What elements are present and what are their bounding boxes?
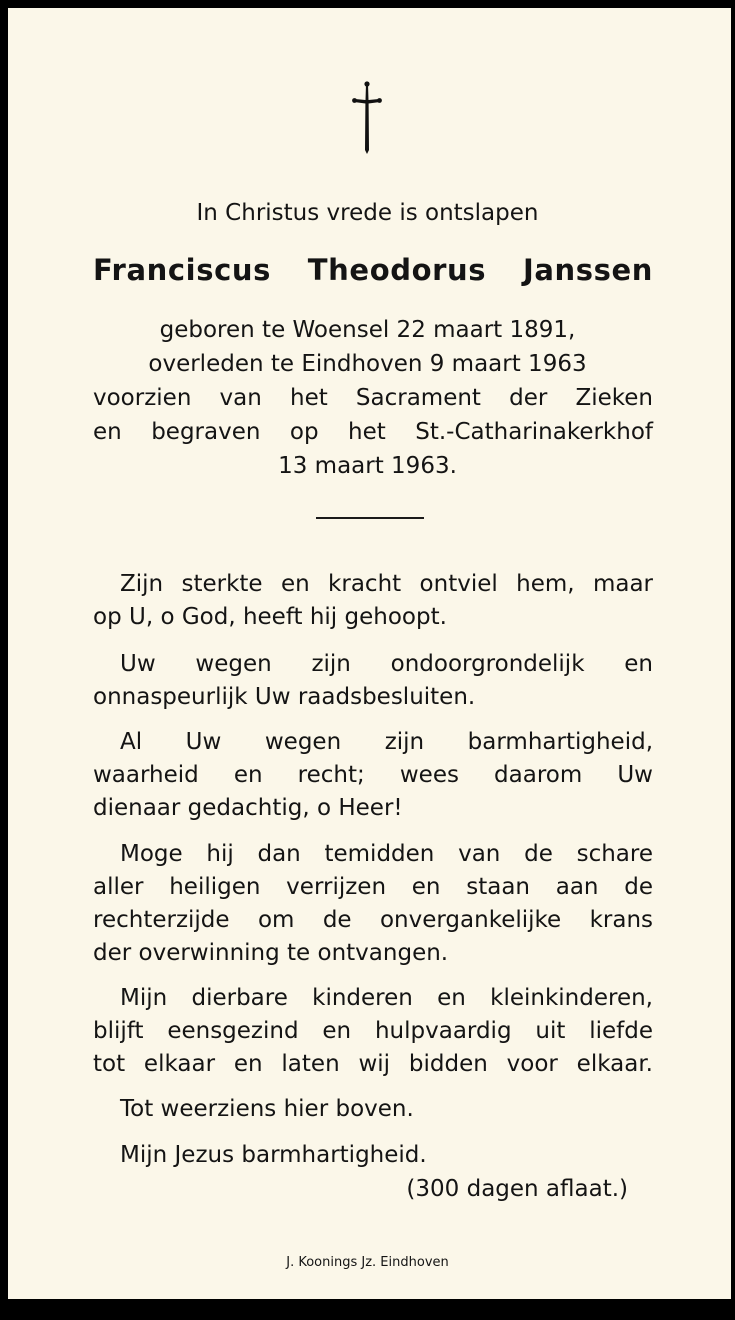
paragraph-line: dienaar gedachtig, o Heer!	[93, 795, 403, 821]
intro-text: In Christus vrede is ontslapen	[196, 200, 539, 226]
paragraph-line: Mijn Jezus barmhartigheid.	[120, 1142, 427, 1168]
paragraph-line: der overwinning te ontvangen.	[93, 940, 449, 966]
paragraph-line: blijft eensgezind en hulpvaardig uit liefde	[93, 1018, 653, 1044]
paragraph-line: waarheid en recht; wees daarom Uw	[93, 762, 653, 788]
paragraph-line: Al Uw wegen zijn barmhartigheid,	[120, 729, 653, 755]
paragraph-line: onnaspeurlijk Uw raadsbesluiten.	[93, 684, 476, 710]
paragraph-line: tot elkaar en laten wij bidden voor elkaar.	[93, 1051, 653, 1077]
paragraph-line: rechterzijde om de onvergankelijke krans	[93, 907, 653, 933]
paragraph-line: Mijn dierbare kinderen en kleinkinderen,	[120, 985, 653, 1011]
cross-icon	[349, 78, 385, 158]
paragraph-line: Uw wegen zijn ondoorgrondelijk en	[120, 651, 653, 677]
paragraph-line: aller heiligen verrijzen en staan aan de	[93, 874, 653, 900]
detail-line: 13 maart 1963.	[278, 453, 457, 479]
printer-credit: J. Koonings Jz. Eindhoven	[286, 1255, 449, 1270]
paragraph-line: op U, o God, heeft hij gehoopt.	[93, 604, 447, 630]
divider	[316, 517, 424, 519]
detail-line: geboren te Woensel 22 maart 1891,	[159, 317, 576, 343]
detail-line: en begraven op het St.-Catharinakerkhof	[93, 419, 653, 445]
deceased-name: Franciscus Theodorus Janssen	[93, 253, 653, 287]
indulgence-note: (300 dagen aflaat.)	[406, 1176, 628, 1202]
paragraph-line: Zijn sterkte en kracht ontviel hem, maar	[120, 571, 653, 597]
paragraph-line: Tot weerziens hier boven.	[120, 1096, 414, 1122]
paragraph-line: Moge hij dan temidden van de schare	[120, 841, 653, 867]
detail-line: overleden te Eindhoven 9 maart 1963	[148, 351, 587, 377]
detail-line: voorzien van het Sacrament der Zieken	[93, 385, 653, 411]
